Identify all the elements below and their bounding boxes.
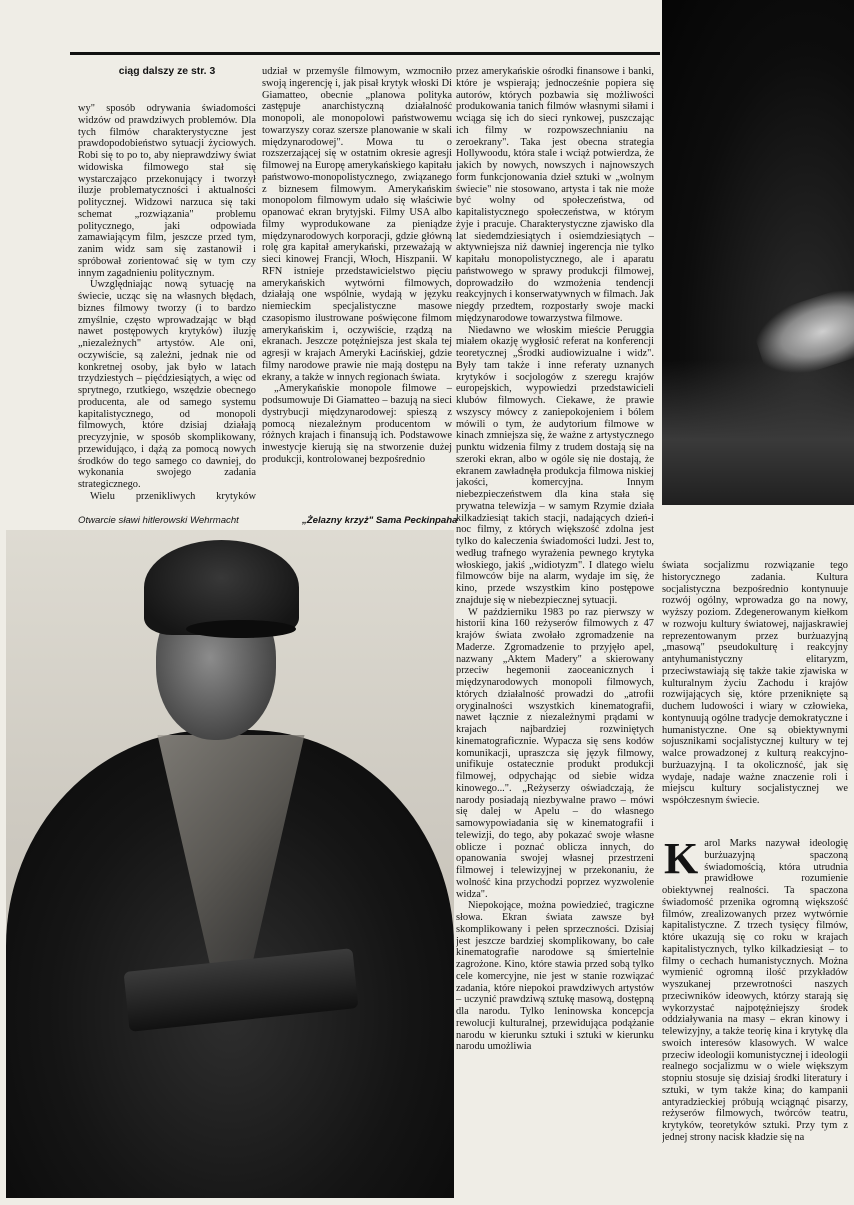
paragraph: świata socjalizmu rozwiązanie tego historycznego zadania. Kultura socjalistyczna bezpośrednio kontynuuje rozwój ogólny, wprowadza go na nowy, wyższy poziom. Zdegenerowanym kiełkom w rozwoju kultury światowej, najjaskrawiej reprezentowanym przez burżuazyjną „masową" pseudokulturę i reakcyjny antyhumanistyczny elitaryzm, przeciwstawiają się także takie zjawiska w kulturalnym życiu Zachodu i krajów rozwijających się, które przeniknięte są duchem ludowości i wiary w człowieka, kontynuują ogólne tradycje demokratyczne i humanistyczne. One są obiektywnymi sojusznikami socjalistycznej kultury w tej walce prowadzonej z kulturą reakcyjno-burżuazyjną. I ta okoliczność, jak się wydaje, nadaje ważne znaczenie roli i miejscu kultury socjalistycznej we współczesnym świecie.: [662, 560, 848, 805]
paragraph: Niepokojące, można powiedzieć, tragiczne słowa. Ekran świata zawsze był skomplikowany i pełen sprzeczności. Dzisiaj jest jeszcze bardziej skomplikowany, bo całe kinematografie narodowe są śmiertelnie zagrożone. Kino, które stawia przed sobą tylko cele komercyjne, nie jest w stanie rozwiązać zadania, które niepokoi prawdziwych artystów – uczynić prawdziwą sztukę masową, dostępną dla narodu. Tylko leninowska koncepcja rewolucji kulturalnej, przewidująca podążanie narodu w kierunku sztuki i sztuki w kierunku narodu umożliwia: [456, 900, 654, 1053]
soldier-photo: [6, 530, 454, 1198]
column-2: [262, 66, 452, 516]
paragraph-text: arol Marks nazywał ideologię burżuazyjną spaczoną świadomością, która utrudnia prawidłowe rozumienie obiektywnej realności. Ta spaczona świadomość przenika ogromną większość filmów, zrealizowanych przez wytwórnie kapitalistyczne. Z trzech tysięcy filmów, które ukazują się co roku w krajach kapitalistycznych, tylko kilkadziesiąt – to filmy o cechach humanistycznych. Można wymienić ogromną ilość przykładów wyszukanej przewrotności naszych przeciwników ideowych, którzy starają się wykorzystać najpotężniejszy środek oddziaływania na masy – ekran kinowy i telewizyjny, a także teorię kina i krytykę dla swoich interesów klasowych. W walce przeciw ideologii komunistycznej i ideologii realnego socjalizmu w o wiele większym stopniu stosuje się dzisiaj środki literatury i sztuki, w tym także kina; do kampanii antyradzieckiej próbują wciągnąć pisarzy, reżyserów filmowych, twórców teatru, krytyków, teoretyków sztuki. Przy tym z jednej strony nacisk kładzie się na: [662, 838, 848, 1143]
film-still-shadow: [662, 360, 854, 505]
paragraph: „Amerykańskie monopole filmowe – podsumowuje Di Giamatteo – bazują na sieci dystrybucji międzynarodowej: spieszą z pomocą niezależnym producentom w różnych krajach i finansują ich. Podstawowe inwestycje kierują się na stworzenie dużej produkcji, kontrolowanej bezpośrednio: [262, 383, 452, 465]
paragraph: W październiku 1983 po raz pierwszy w historii kina 160 reżyserów filmowych z 47 krajów świata zwołało zgromadzenie na Maderze. Zgromadzenie to przyjęło apel, nazwany „Aktem Madery" a skierowany przeciw hegemonii zaoceanicznych i międzynarodowych monopoli filmowych, których działalność prowadzi do „atrofii oryginalności wszystkich kinematografii, nawet łącznie z niezależnymi prądami w krajach najbardziej rozwiniętych kinematograficznie. Wypacza się sens kodów komunikacji, upraszcza się język filmowy, unifikuje ostatecznie produkt produkcji filmowej, odpychając od siebie widza kinowego...". „Reżyserzy oświadczają, że narody posiadają niezbywalne prawo – mówi się dalej w Apelu – do własnego samowypowiadania się w kinematografii i telewizji, do tego, aby pokazać swoje własne oblicze i poznać oblicza innych, do opanowania swojej własnej przestrzeni filmowej i telewizyjnej w przekonaniu, że wolność kina przychodzi poprzez wyzwolenie widza".: [456, 606, 654, 900]
caption-left: Otwarcie sławi hitlerowski Wehrmacht: [78, 515, 239, 526]
paragraph: udział w przemyśle filmowym, wzmocniło swoją ingerencję i, jak pisał krytyk włoski Di Giamatteo, obecnie „planowa polityka zastępuje anarchistyczną działalność monopoli, ale monopolowi państwowemu towarzyszy coraz szersze planowanie w skali międzynarodowej". Mowa tu o rozszerzającej się w ostatnim okresie agresji filmowej na Europę amerykańskiego kapitału państwowo-monopolistycznego, związanego z biznesem filmowym. Amerykańskim monopolom filmowym udało się właściwie opanować ekran brytyjski. Filmy USA albo filmy wyprodukowane za pieniądze międzynarodowych korporacji, gdzie główną rolę gra kapitał amerykański, przeważają w sieci kinowej Francji, Włoch, Hiszpanii. W RFN istnieje przedstawicielstwo pięciu amerykańskich wytwórni filmowych, działają one wspólnie, wydają w języku niemieckim specjalistyczne masowe czasopismo ilustrowane poświęcone filmom amerykańskim i, oczywiście, rządzą na ekranach. Jeszcze potężniejsza jest skala tej agresji w krajach Ameryki Łacińskiej, gdzie filmy narodowe prawie nie mają dostępu na ekrany, a także w innych regionach świata.: [262, 66, 452, 383]
paragraph: Wielu przenikliwych krytyków: [90, 490, 256, 502]
continued-header: ciąg dalszy ze str. 3: [118, 66, 216, 77]
soldier-cap-brim: [186, 620, 296, 638]
drop-cap: K: [664, 838, 699, 883]
column-3: [456, 66, 654, 1201]
paragraph: Niedawno we włoskim mieście Peruggia miałem okazję wygłosić referat na konferencji teoretycznej „Środki audiowizualne i widz". Były tam także i inne referaty uznanych krytyków i socjologów z szeregu krajów europejskich, wypowiedzi przedstawicieli klubów filmowych. Ciekawe, że prawie wszyscy mówcy z zaniepokojeniem i bólem mówili o tym, że audytorium filmowe w kinach zmniejsza się, że ważne z artystycznego punktu widzenia filmy z trudem dostają się na szeroki ekran, albo w ogóle się nie dostają, że ekranem zawładnęła produkcja filmowa niskiej jakości, komercyjna. Innym niebezpieczeństwem dla kina stała się prywatna telewizja – w samym Rzymie działa kilkadziesiąt takich stacji, nadających dzień-i noc filmy, z których większość zdolna jest tylko do kaleczenia świadomości ludzi. Jest to, według trafnego wyrażenia pewnego krytyka włoskiego, jakiś „widiotyzm". I dlatego wielu filmowców bije na alarm, wydaje im się, że kino, przede wszystkim kino postępowe znajduje się w niebezpiecznej sytuacji.: [456, 324, 654, 606]
paragraph: [662, 838, 848, 1144]
caption-right: „Żelazny krzyż" Sama Peckinpaha: [302, 515, 458, 526]
top-rule: [70, 52, 660, 55]
column-4: [662, 560, 848, 805]
column-1: [78, 103, 256, 503]
paragraph: Uwzględniając nową sytuację na świecie, ucząc się na własnych błędach, biznes filmowy tworzy (i to bardzo zmyślnie, często wprowadzając w błąd nawet postępowych krytyków) iluzję „niezależnych" artystów. Ale oni, oczywiście, są zależni, jednak nie od konkretnej osoby, jak było w latach trzydziestych – pięćdziesiątych, a więc od sprytnego, rzutkiego, wszędzie obecnego producenta, ale od samego systemu kapitalistycznego, od monopoli filmowych, które dzisiaj działają precyzyjnie, w sposób skomplikowany, przewidująco, i dążą za pomocą nowych środków do tego samego co dawniej, do wykonania swojego zadania strategicznego.: [78, 279, 256, 490]
film-still-photo: [662, 0, 854, 505]
column-5: [662, 838, 848, 1200]
paragraph: przez amerykańskie ośrodki finansowe i banki, które je wspierają; jednocześnie popiera się autorów, których pozbawia się możliwości produkowania tanich filmów własnymi siłami i wciąga się ich do sieci rynkowej, puszczając ich filmy w rozpowszechnianiu na zeroekrany". Taka jest obecna strategia Hollywoodu, która stale i wciąż potwierdza, że jakich by nowych, nowszych i najnowszych form funkcjonowania dzieł sztuki w „wolnym świecie" nie stosowano, artysta i tak nie może być wolny od społeczeństwa, od kapitalistycznego społeczeństwa, w którym żyje i pracuje. Charakterystyczne zjawisko dla lat siedemdziesiątych i osiemdziesiątych – aktywniejsza niż dawniej ingerencja nie tylko kapitału monopolistycznego, ale i aparatu państwowego w sprawy produkcji filmowej, doprowadziło do wzmożenia tendencji reakcyjnych i konserwatywnych w filmach. Jak niegdy przedtem, rozpostarły swoje macki międzynarodowe towarzystwa filmowe.: [456, 66, 654, 324]
paragraph: wy" sposób odrywania świadomości widzów od prawdziwych problemów. Dla tych filmów charakterystyczne jest prawdopodobieństwo sytuacji życiowych. Robi się to po to, aby nieprawdziwy świat widowiska filmowego stał się wystarczająco przekonujący i tworzył iluzje problematyczności i aktualności politycznej. Widzowi narzuca się taki schemat „rozwiązania" problemu politycznego, jaki odpowiada zamawiającym film, jeszcze przed tym, zanim widz sam się zastanowił i spróbował zorientować się w tym czy innym zagadnieniu politycznym.: [78, 103, 256, 279]
